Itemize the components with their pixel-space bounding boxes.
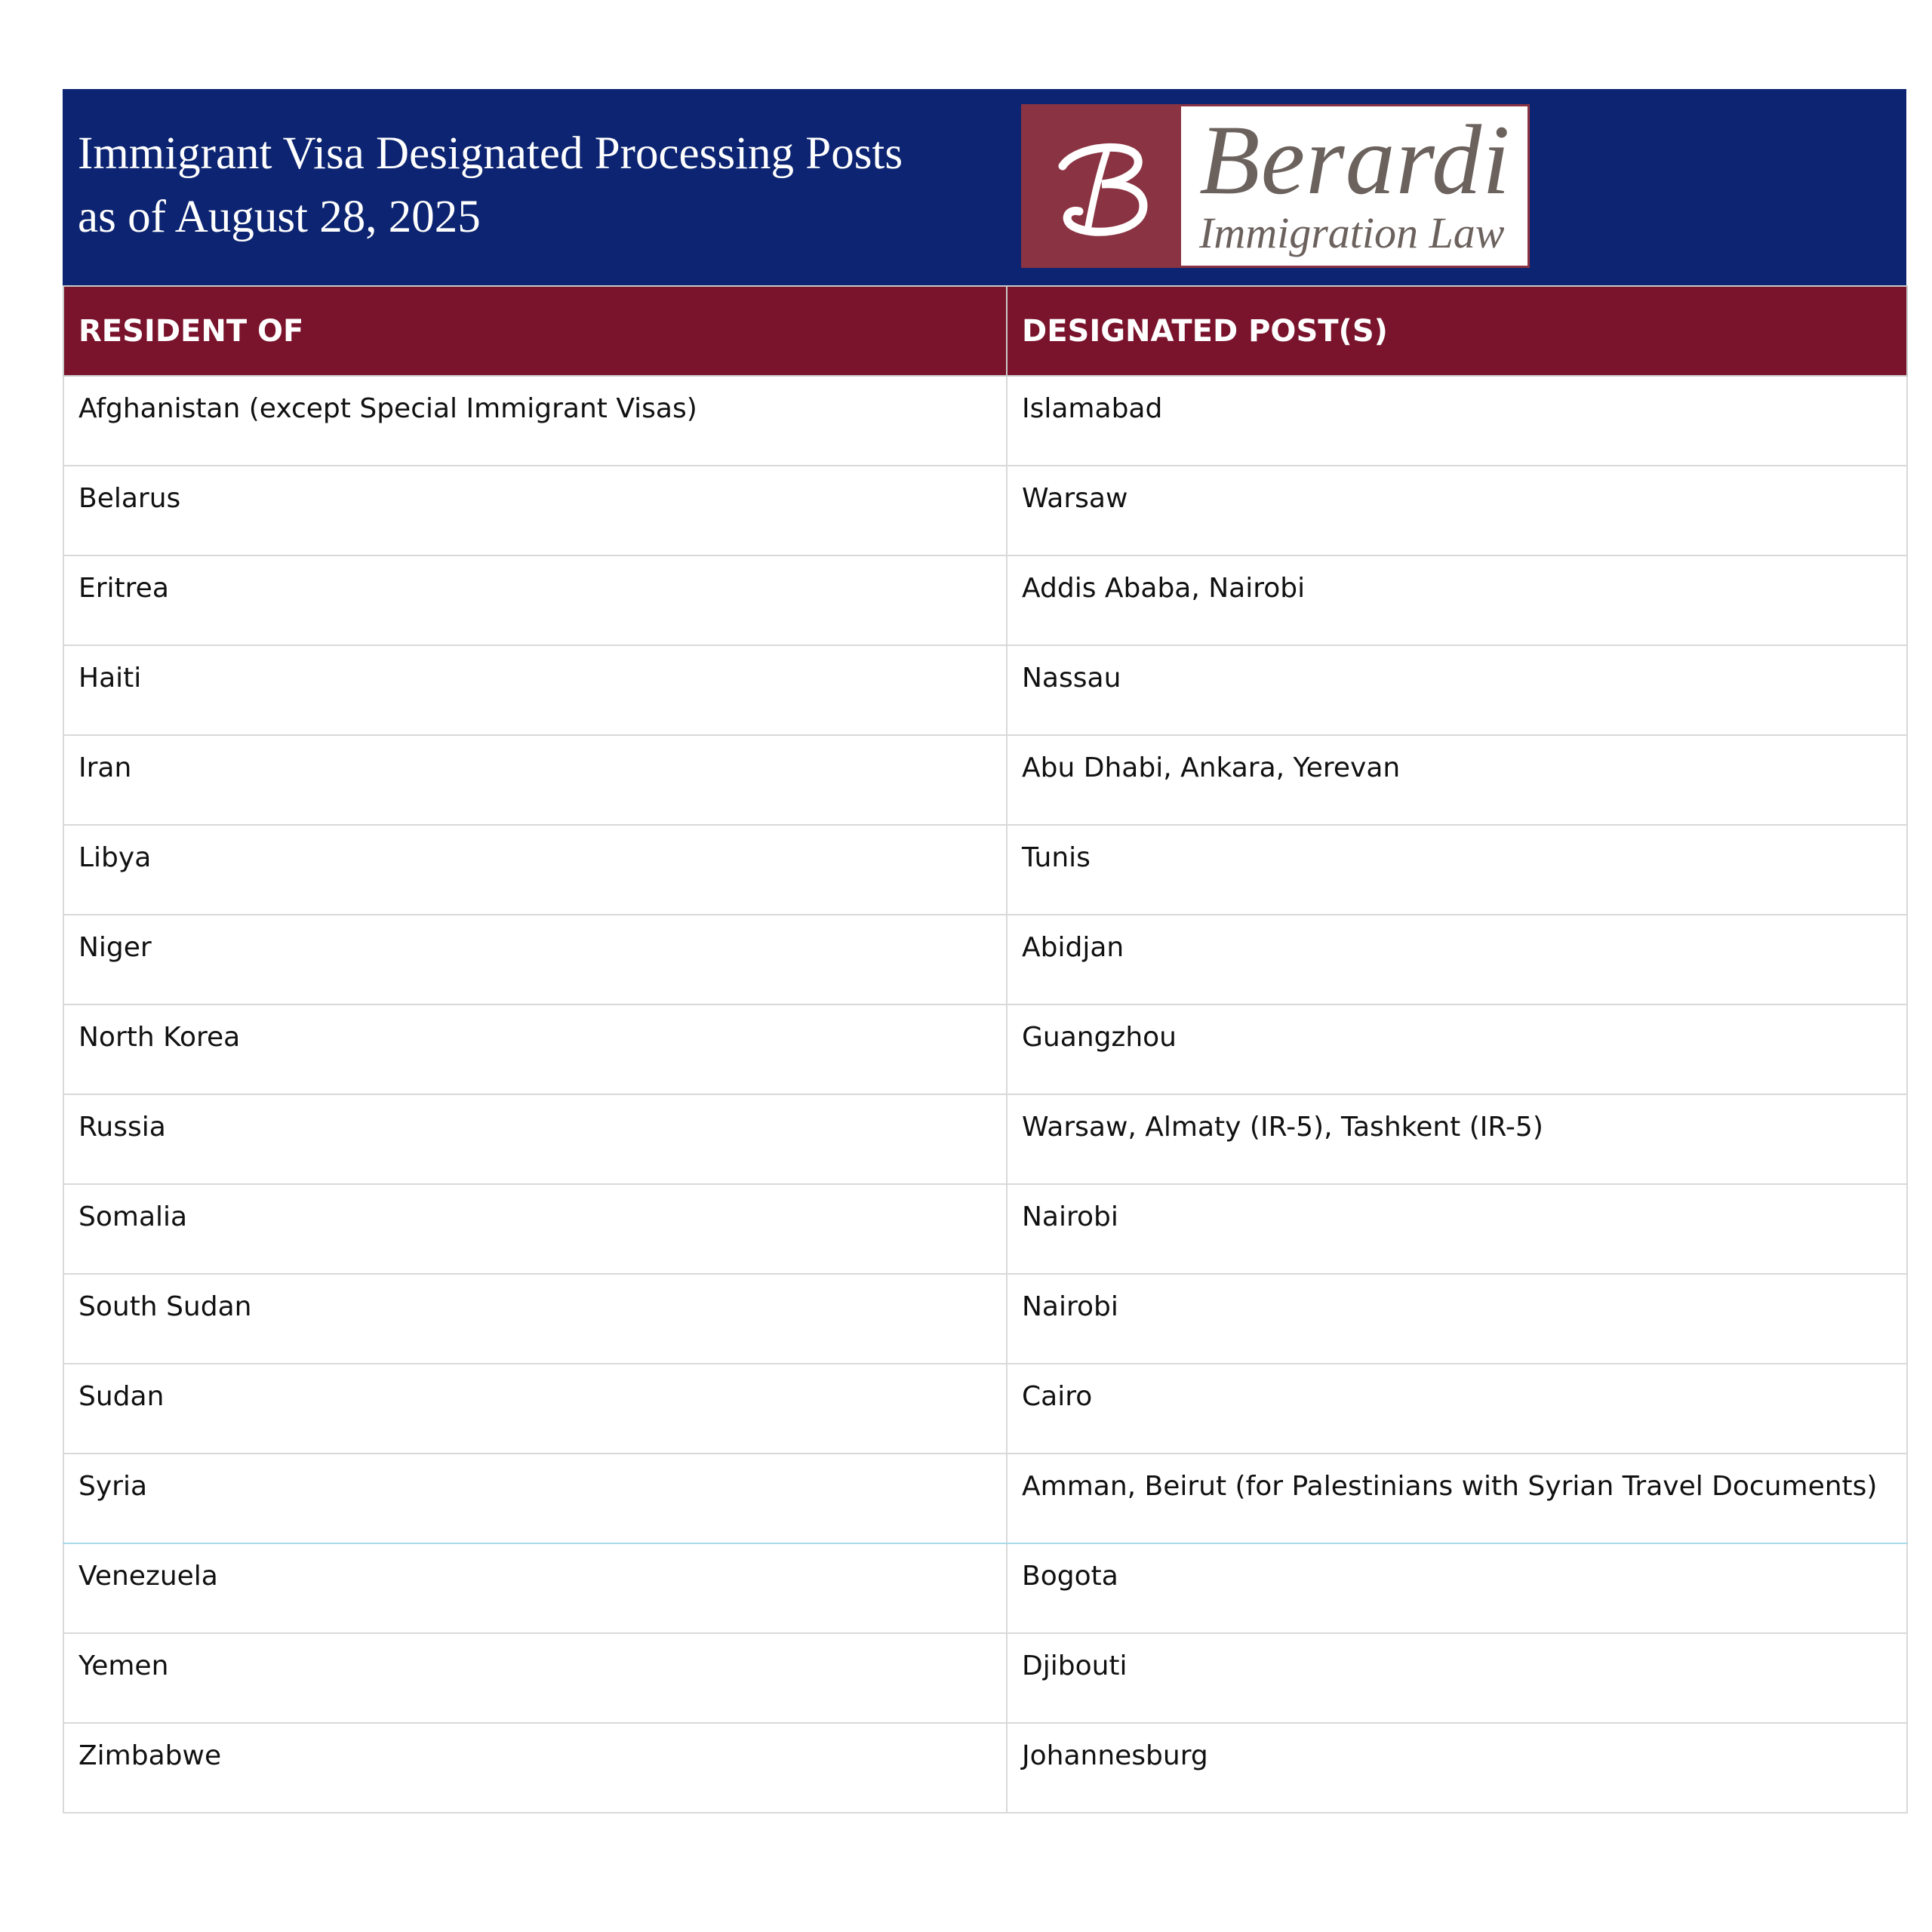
resident-cell: Iran bbox=[63, 735, 1007, 825]
page-title-line-1: Immigrant Visa Designated Processing Posts bbox=[78, 128, 903, 179]
designated-posts-table bbox=[63, 285, 1908, 1814]
monogram-b-icon bbox=[1046, 130, 1159, 243]
posts-cell: Abu Dhabi, Ankara, Yerevan bbox=[1007, 735, 1907, 825]
table-row bbox=[63, 376, 1907, 466]
table-row bbox=[63, 1184, 1907, 1274]
table-row bbox=[63, 1004, 1907, 1094]
table-row bbox=[63, 735, 1907, 825]
resident-cell: Eritrea bbox=[63, 555, 1007, 645]
posts-cell: Guangzhou bbox=[1007, 1004, 1907, 1094]
posts-cell: Nairobi bbox=[1007, 1184, 1907, 1274]
logo-wordmark bbox=[1181, 103, 1527, 266]
table-row bbox=[63, 1094, 1907, 1184]
posts-cell: Warsaw bbox=[1007, 466, 1907, 555]
resident-cell: Venezuela bbox=[63, 1543, 1007, 1633]
posts-cell: Tunis bbox=[1007, 825, 1907, 915]
column-header-resident-of: RESIDENT OF bbox=[63, 286, 1007, 376]
resident-cell: Niger bbox=[63, 915, 1007, 1004]
posts-cell: Bogota bbox=[1007, 1543, 1907, 1633]
resident-cell: Sudan bbox=[63, 1364, 1007, 1454]
posts-cell: Nassau bbox=[1007, 645, 1907, 735]
table-row bbox=[63, 466, 1907, 555]
table-row bbox=[63, 1274, 1907, 1364]
column-header-designated-posts: DESIGNATED POST(S) bbox=[1007, 286, 1907, 376]
berardi-logo bbox=[1021, 104, 1530, 268]
page-title-line-2: as of August 28, 2025 bbox=[78, 192, 481, 242]
resident-cell: Afghanistan (except Special Immigrant Visas) bbox=[63, 376, 1007, 466]
page-title bbox=[78, 122, 1059, 249]
logo-name: Berardi bbox=[1199, 103, 1511, 215]
posts-cell: Amman, Beirut (for Palestinians with Syrian Travel Documents) bbox=[1007, 1454, 1907, 1543]
resident-cell: Somalia bbox=[63, 1184, 1007, 1274]
logo-monogram bbox=[1023, 106, 1181, 266]
resident-cell: Zimbabwe bbox=[63, 1723, 1007, 1813]
posts-cell: Addis Ababa, Nairobi bbox=[1007, 555, 1907, 645]
table-row bbox=[63, 645, 1907, 735]
posts-cell: Islamabad bbox=[1007, 376, 1907, 466]
table-row bbox=[63, 1543, 1907, 1633]
table-header-row bbox=[63, 286, 1907, 376]
posts-cell: Nairobi bbox=[1007, 1274, 1907, 1364]
posts-cell: Cairo bbox=[1007, 1364, 1907, 1454]
table-row bbox=[63, 1633, 1907, 1723]
resident-cell: Haiti bbox=[63, 645, 1007, 735]
posts-cell: Johannesburg bbox=[1007, 1723, 1907, 1813]
logo-subtitle: Immigration Law bbox=[1199, 208, 1505, 257]
resident-cell: Russia bbox=[63, 1094, 1007, 1184]
resident-cell: Libya bbox=[63, 825, 1007, 915]
resident-cell: South Sudan bbox=[63, 1274, 1007, 1364]
table-row bbox=[63, 1454, 1907, 1543]
table-row bbox=[63, 555, 1907, 645]
posts-cell: Djibouti bbox=[1007, 1633, 1907, 1723]
table-row bbox=[63, 1364, 1907, 1454]
resident-cell: Yemen bbox=[63, 1633, 1007, 1723]
document-page bbox=[63, 89, 1906, 1814]
resident-cell: Syria bbox=[63, 1454, 1007, 1543]
table-row bbox=[63, 915, 1907, 1004]
posts-cell: Abidjan bbox=[1007, 915, 1907, 1004]
table-row bbox=[63, 825, 1907, 915]
title-banner bbox=[63, 89, 1906, 285]
table-row bbox=[63, 1723, 1907, 1813]
resident-cell: North Korea bbox=[63, 1004, 1007, 1094]
resident-cell: Belarus bbox=[63, 466, 1007, 555]
posts-cell: Warsaw, Almaty (IR-5), Tashkent (IR-5) bbox=[1007, 1094, 1907, 1184]
